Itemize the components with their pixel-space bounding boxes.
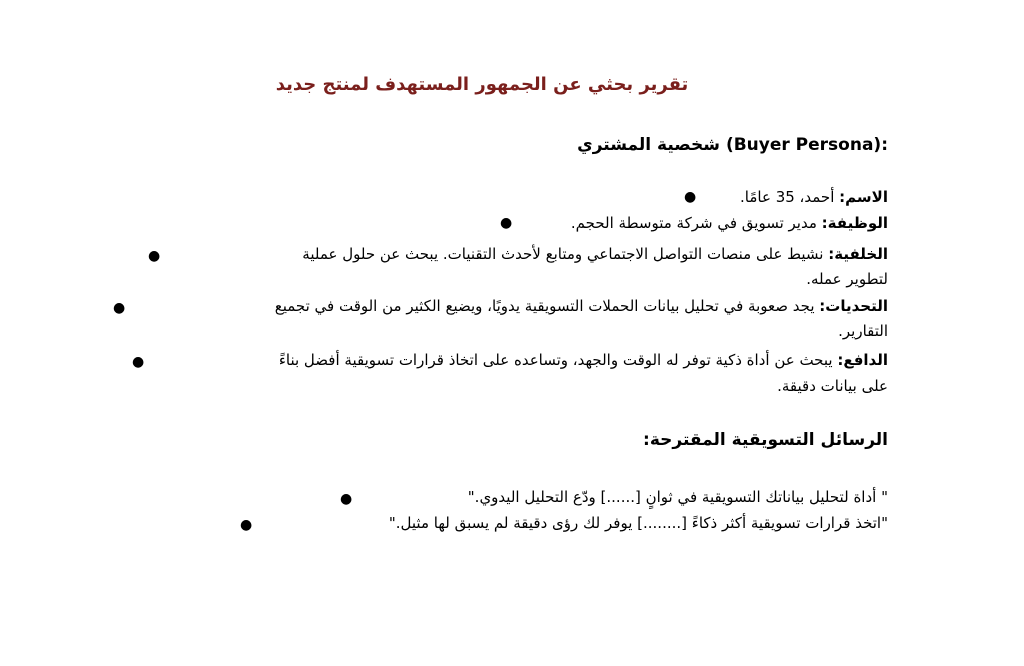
item-text: يبحث عن أداة ذكية توفر له الوقت والجهد، وتساعده على اتخاذ قرارات تسويقية أفضل بناءً (278, 351, 833, 369)
bullet: ● (340, 491, 353, 507)
bullet: ● (684, 189, 697, 205)
persona-heading-ar: شخصية المشتري (577, 135, 721, 155)
list-item-challenges: التحديات: يجد صعوبة في تحليل بيانات الحملات التسويقية يدويًا، ويضيع الكثير من الوقت في تجميع (274, 297, 888, 315)
list-item-job: الوظيفة: مدير تسويق في شركة متوسطة الحجم. (570, 214, 888, 232)
messages-heading: الرسائل التسويقية المقترحة: (643, 430, 888, 450)
item-text-cont: التقارير. (838, 322, 888, 340)
bullet: ● (500, 215, 513, 231)
bullet: ● (132, 354, 145, 370)
item-label: الاسم (845, 188, 888, 206)
message-item-2: "اتخذ قرارات تسويقية أكثر ذكاءً [........] يوفر لك رؤى دقيقة لم يسبق لها مثيل." (388, 514, 888, 532)
item-label: الخلفية (834, 245, 888, 263)
item-label: الوظيفة (827, 214, 888, 232)
document-title: تقرير بحثي عن الجمهور المستهدف لمنتج جديد (275, 74, 689, 95)
item-text: نشيط على منصات التواصل الاجتماعي ومتابع لأحدث التقنيات. يبحث عن حلول عملية (302, 245, 824, 263)
message-item-1: " أداة لتحليل بياناتك التسويقية في ثوانٍ [......] ودّع التحليل اليدوي." (467, 488, 888, 506)
item-label: الدافع (843, 351, 888, 369)
item-label: التحديات (825, 297, 888, 315)
bullet: ● (148, 248, 161, 264)
item-text-cont: على بيانات دقيقة. (777, 377, 888, 395)
persona-heading (577, 135, 888, 155)
item-text: أحمد، 35 عامًا. (740, 188, 835, 206)
list-item-motive: الدافع: يبحث عن أداة ذكية توفر له الوقت والجهد، وتساعده على اتخاذ قرارات تسويقية أفضل بناءً (278, 351, 888, 369)
persona-heading-en: (Buyer Persona): (725, 135, 888, 155)
bullet: ● (113, 300, 126, 316)
item-text-cont: لتطوير عمله. (806, 270, 888, 288)
list-item-background: الخلفية: نشيط على منصات التواصل الاجتماعي ومتابع لأحدث التقنيات. يبحث عن حلول عملية (302, 245, 888, 263)
item-text: يجد صعوبة في تحليل بيانات الحملات التسويقية يدويًا، ويضيع الكثير من الوقت في تجميع (274, 297, 815, 315)
bullet: ● (240, 517, 253, 533)
item-text: مدير تسويق في شركة متوسطة الحجم. (570, 214, 817, 232)
list-item-name: الاسم: أحمد، 35 عامًا. (740, 188, 888, 206)
